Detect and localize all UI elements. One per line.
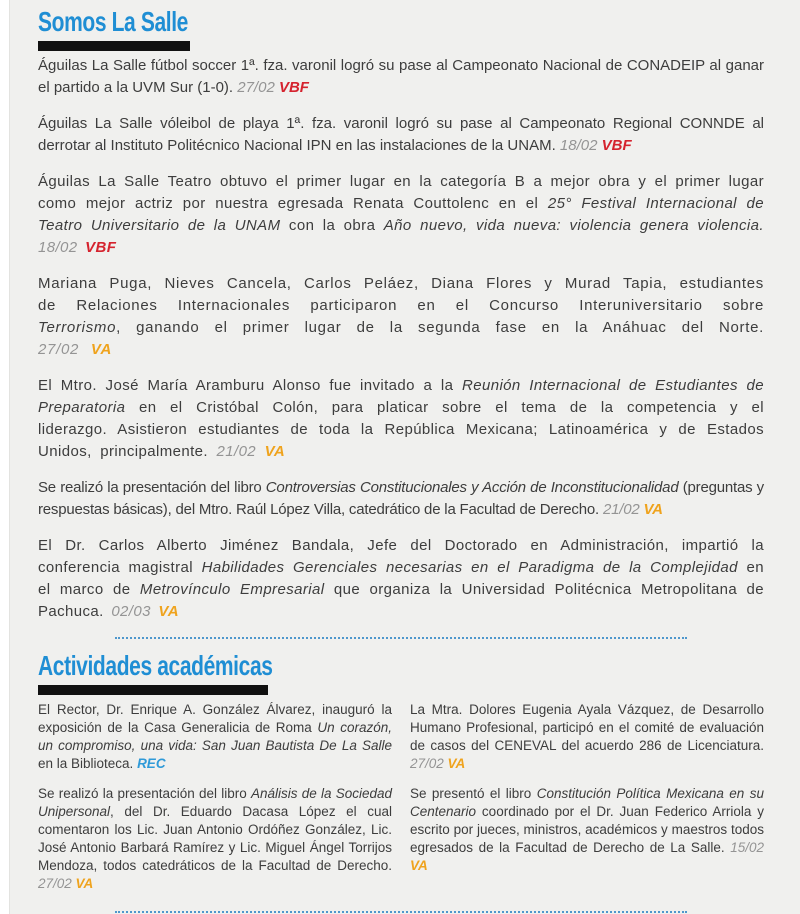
text-segment: coordinado por el Dr. Juan Federico Arriola y escrito por jueces, ministros, académicos y maestros todos egresados de la Facultad de Derecho de La Salle.: [410, 804, 764, 855]
text-segment: , del Dr. Eduardo Dacasa López el cual comentaron los Lic. Juan Antonio Ordóñez González, Lic. José Antonio Barbará Ramírez y Lic. Miguel Ángel Torrijos Mendoza, todos catedráticos de la Facultad de Derecho.: [38, 804, 392, 873]
date-label: 18/02: [559, 137, 602, 154]
tag-va: VA: [90, 341, 113, 358]
text-segment: Se realizó la presentación del libro: [38, 479, 266, 496]
date-label: 21/02: [216, 443, 265, 460]
dotted-divider: [115, 637, 687, 639]
tag-va: VA: [643, 501, 663, 518]
news-item: [410, 785, 764, 875]
tag-vbf: VBF: [85, 239, 117, 256]
text-segment: en el Cristóbal Colón, para platicar sobre el tema de la competencia y el liderazgo. Asistieron estudiantes de toda la República Mexicana; Latinoamérica y de Estados Unidos, principalmente.: [38, 399, 764, 460]
tag-rec: REC: [137, 756, 166, 771]
news-item: [38, 701, 392, 773]
tag-va: VA: [75, 876, 94, 891]
tag-vbf: VBF: [278, 79, 309, 96]
news-item: [38, 477, 764, 521]
title-underline-bar: [38, 685, 268, 695]
date-label: 21/02: [602, 501, 644, 518]
tag-va: VA: [158, 603, 179, 620]
tag-va: VA: [447, 756, 466, 771]
date-label: 02/03: [111, 603, 159, 620]
text-segment: en el marco de: [38, 559, 764, 598]
tag-va: VA: [264, 443, 286, 460]
section-title-actividades: Actividades académicas: [38, 650, 273, 681]
page-left-margin: [0, 0, 10, 914]
date-label: 27/02: [38, 876, 76, 891]
text-segment: El Rector, Dr. Enrique A. González Álvarez, inauguró la exposición de la Casa Generalicia de Roma: [38, 702, 392, 735]
date-label: 15/02: [730, 840, 764, 855]
text-segment: en la Biblioteca.: [38, 756, 138, 771]
italic-text-segment: Un corazón, un compromiso, una vida: San Juan Bautista De La Salle: [38, 720, 392, 753]
text-segment: Se presentó el libro: [410, 786, 537, 801]
news-item: [38, 785, 392, 893]
text-segment: Águilas La Salle Teatro obtuvo el primer lugar en la categoría B a mejor obra y el primer lugar como mejor actriz por nuestra egresada Renata Couttolenc en el: [38, 173, 764, 212]
title-underline-bar: [38, 41, 190, 51]
dotted-divider-bottom: [115, 911, 687, 913]
text-segment: La Mtra. Dolores Eugenia Ayala Vázquez, de Desarrollo Humano Profesional, participó en el comité de evaluación de casos del CENEVAL del acuerdo 286 de Licenciatura.: [410, 702, 764, 753]
italic-text-segment: Reunión Internacional de Estudiantes de Preparatoria: [38, 377, 764, 416]
tag-va: VA: [410, 858, 428, 873]
text-segment: con la obra: [280, 217, 384, 234]
two-column-layout: [38, 701, 764, 905]
text-segment: Mariana Puga, Nieves Cancela, Carlos Peláez, Diana Flores y Murad Tapia, estudiantes de Relaciones Internacionales participaron en el Concurso Interuniversitario sobre: [38, 275, 764, 314]
date-label: 18/02: [38, 239, 86, 256]
italic-text-segment: Habilidades Gerenciales necesarias en el Paradigma de la Complejidad: [201, 559, 738, 576]
text-segment: El Dr. Carlos Alberto Jiménez Bandala, Jefe del Doctorado en Administración, impartió la conferencia magistral: [38, 537, 764, 576]
news-column-left: [38, 701, 392, 905]
news-item: [38, 171, 764, 259]
text-segment: (preguntas y respuestas básicas), del Mtro. Raúl López Villa, catedrático de la Facultad de Derecho.: [38, 479, 764, 518]
news-item: [410, 701, 764, 773]
text-segment: Águilas La Salle vóleibol de playa 1ª. fza. varonil logró su pase al Campeonato Regional CONNDE al derrotar al Instituto Politécnico Nacional IPN en las instalaciones de la UNAM.: [38, 115, 764, 154]
italic-text-segment: 25° Festival Internacional de Teatro Universitario de la UNAM: [38, 195, 764, 234]
news-list-somos: [38, 55, 764, 623]
italic-text-segment: Análisis de la Sociedad Unipersonal: [38, 786, 392, 819]
italic-text-segment: Terrorismo: [38, 319, 117, 336]
italic-text-segment: Año nuevo, vida nueva: violencia genera violencia.: [383, 217, 764, 234]
date-label: 27/02: [410, 756, 448, 771]
text-segment: Se realizó la presentación del libro: [38, 786, 251, 801]
news-item: [38, 113, 764, 157]
news-column-right: [410, 701, 764, 905]
section-title-somos: Somos La Salle: [38, 6, 188, 37]
text-segment: que organiza la Universidad Politécnica Metropolitana de Pachuca.: [38, 581, 764, 620]
italic-text-segment: Controversias Constitucionales y Acción de Inconstitucionalidad: [265, 479, 679, 496]
text-segment: El Mtro. José María Aramburu Alonso fue invitado a la: [38, 377, 462, 394]
italic-text-segment: Metrovínculo Empresarial: [139, 581, 325, 598]
text-segment: , ganando el primer lugar de la segunda fase en la Anáhuac del Norte.: [116, 319, 764, 336]
section-actividades-academicas: [38, 651, 764, 905]
tag-vbf: VBF: [601, 137, 632, 154]
news-item: [38, 55, 764, 99]
text-segment: Águilas La Salle fútbol soccer 1ª. fza. varonil logró su pase al Campeonato Nacional de CONADEIP al ganar el partido a la UVM Sur (1-0).: [38, 57, 764, 96]
news-item: [38, 375, 764, 463]
news-item: [38, 273, 764, 361]
section-somos-la-salle: [38, 7, 764, 623]
italic-text-segment: Constitución Política Mexicana en su Centenario: [410, 786, 764, 819]
page-content: [10, 0, 800, 914]
date-label: 27/02: [38, 341, 91, 358]
news-item: [38, 535, 764, 623]
date-label: 27/02: [237, 79, 279, 96]
